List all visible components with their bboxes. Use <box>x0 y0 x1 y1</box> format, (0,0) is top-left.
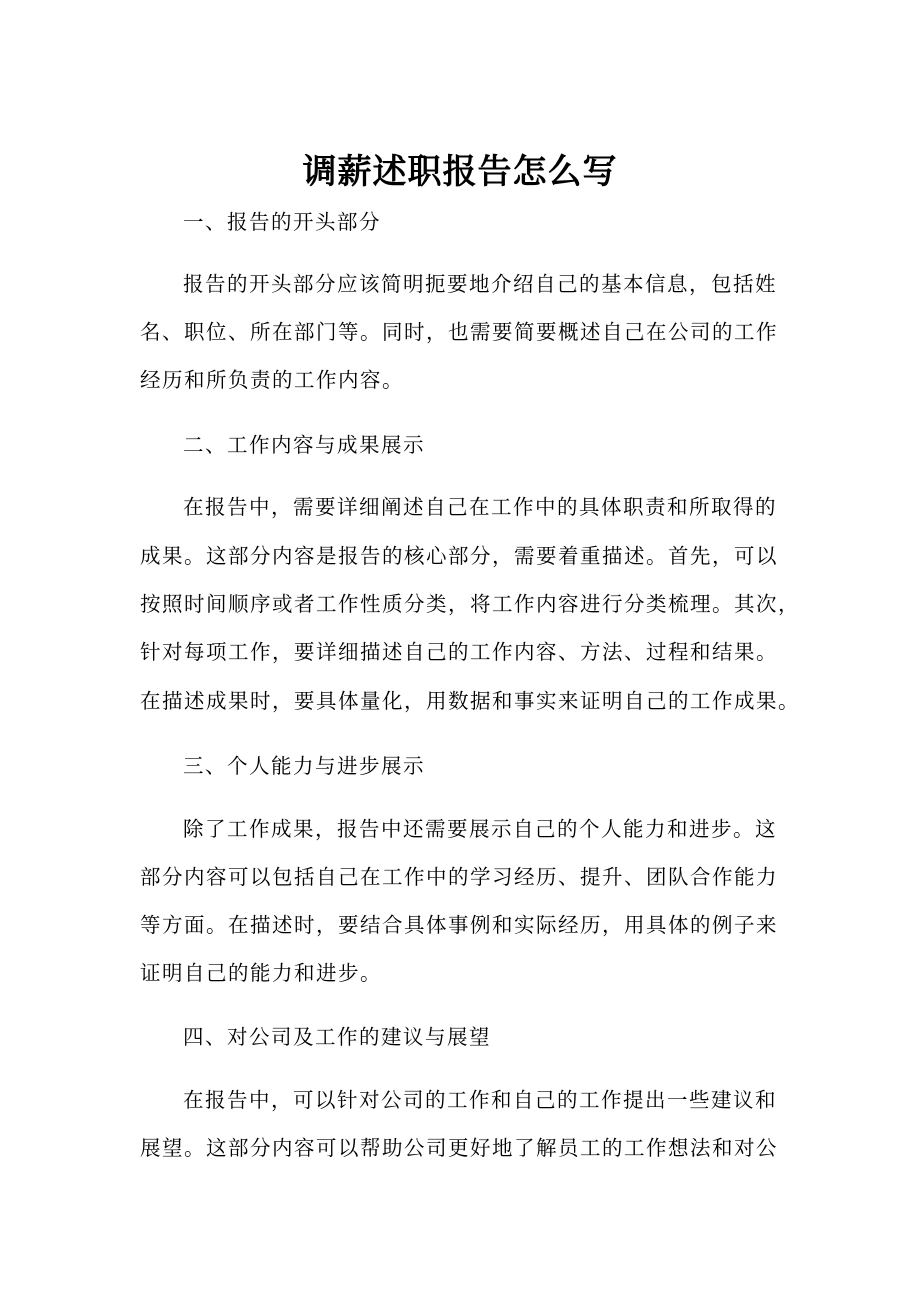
paragraph-line: 经历和所负责的工作内容。 <box>140 368 404 392</box>
paragraph-line: 证明自己的能力和进步。 <box>140 961 382 985</box>
paragraph-line: 等方面。在描述时，要结合具体事例和实际经历，用具体的例子来 <box>140 913 778 937</box>
section-heading-3: 三、个人能力与进步展示 <box>183 754 425 778</box>
paragraph-line: 在描述成果时，要具体量化，用数据和事实来证明自己的工作成果。 <box>140 689 800 713</box>
section-heading-4: 四、对公司及工作的建议与展望 <box>183 1025 491 1049</box>
paragraph-line: 按照时间顺序或者工作性质分类，将工作内容进行分类梳理。其次， <box>140 592 800 616</box>
page-title: 调薪述职报告怎么写 <box>302 152 618 192</box>
section-heading-2: 二、工作内容与成果展示 <box>183 433 425 457</box>
paragraph-line: 在报告中，需要详细阐述自己在工作中的具体职责和所取得的 <box>183 495 777 519</box>
section-heading-1: 一、报告的开头部分 <box>183 210 381 234</box>
paragraph-line: 针对每项工作，要详细描述自己的工作内容、方法、过程和结果。 <box>140 640 778 664</box>
paragraph-line: 除了工作成果，报告中还需要展示自己的个人能力和进步。这 <box>183 817 777 841</box>
paragraph-line: 成果。这部分内容是报告的核心部分，需要着重描述。首先，可以 <box>140 544 778 568</box>
paragraph-line: 部分内容可以包括自己在工作中的学习经历、提升、团队合作能力 <box>140 865 778 889</box>
paragraph-line: 名、职位、所在部门等。同时，也需要简要概述自己在公司的工作 <box>140 320 778 344</box>
paragraph-line: 报告的开头部分应该简明扼要地介绍自己的基本信息，包括姓 <box>183 272 777 296</box>
paragraph-line: 展望。这部分内容可以帮助公司更好地了解员工的工作想法和对公 <box>140 1136 778 1160</box>
paragraph-line: 在报告中，可以针对公司的工作和自己的工作提出一些建议和 <box>183 1088 777 1112</box>
